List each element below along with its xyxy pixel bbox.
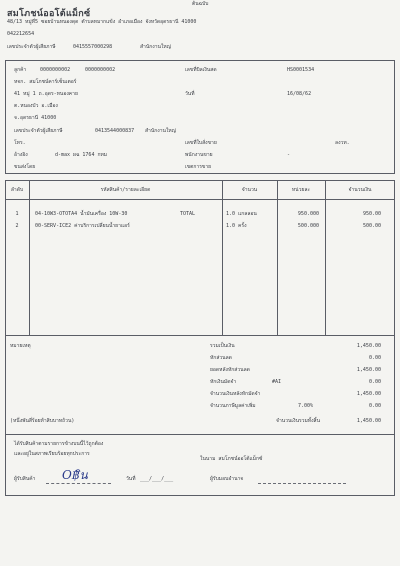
doc-no: HS0001534 xyxy=(287,67,315,73)
row-2-no: 2 xyxy=(15,223,19,229)
vat-rate: 7.00% xyxy=(298,403,314,409)
company-tax-id: 0415557000298 xyxy=(73,44,113,50)
row-1-qty: 1.0 แกลลอน xyxy=(226,211,257,217)
customer-address-2: ต.หนองบัว อ.เมือง xyxy=(14,103,58,109)
total-label-5: จำนวนเงินหลังหักมัดจำ xyxy=(210,391,261,397)
order-date-label: ลงวท. xyxy=(335,140,350,146)
col-header-unit-price: หน่วยละ xyxy=(291,187,311,193)
authorized-signature-line xyxy=(258,483,346,484)
company-phone: 042212654 xyxy=(7,31,35,37)
total-value-6: 0.00 xyxy=(368,403,381,409)
doc-date: 16/08/62 xyxy=(287,91,312,97)
row-2-amount: 500.00 xyxy=(362,223,381,229)
col-header-amount: จำนวนเงิน xyxy=(348,187,372,193)
customer-tax-label: เลขประจำตัวผู้เสียภาษี xyxy=(14,128,63,134)
total-label-3: ยอดหลังหักส่วนลด xyxy=(210,367,250,373)
sales-area-label: เขตการขาย xyxy=(185,164,212,170)
doc-date-label: วันที่ xyxy=(185,91,195,97)
col-divider-2 xyxy=(222,180,223,335)
order-no-label: เลขที่ใบสั่งขาย xyxy=(185,140,217,146)
customer-tax-id: 0413544000837 xyxy=(95,128,135,134)
total-label-2: หักส่วนลด xyxy=(210,355,232,361)
customer-address-1: 41 หมู่ 1 ถ.อุดร-หนองคาย xyxy=(14,91,78,97)
col-divider-1 xyxy=(29,180,30,335)
company-name: สมโภชน์ออโต้แม็กซ์ xyxy=(7,9,91,19)
customer-code-2: 0000000002 xyxy=(85,67,116,73)
customer-name: หจก. สมโภชน์คาร์เซ็นเตอร์ xyxy=(14,79,77,85)
total-value-5: 1,450.00 xyxy=(356,391,381,397)
table-header-divider xyxy=(5,199,395,200)
receiver-label: ผู้รับสินค้า xyxy=(14,476,36,482)
amount-in-words: (หนึ่งพันสี่ร้อยห้าสิบบาทถ้วน) xyxy=(10,418,75,424)
total-value-4: 0.00 xyxy=(368,379,381,385)
total-label-7: จำนวนเงินรวมทั้งสิ้น xyxy=(276,418,320,424)
reference-label: อ้างอิง xyxy=(14,152,28,158)
col-header-no: ลำดับ xyxy=(10,187,24,193)
received-statement-2: และอยู่ในสภาพเรียบร้อยทุกประการ xyxy=(14,451,90,457)
grand-total: 1,450.00 xyxy=(356,418,381,424)
total-label-1: รวมเป็นเงิน xyxy=(210,343,235,349)
customer-phone-label: โทร. xyxy=(14,140,26,146)
on-behalf-of: ในนาม สมโภชน์ออโต้แม็กซ์ xyxy=(200,456,263,462)
customer-branch: สำนักงานใหญ่ xyxy=(145,128,176,134)
row-2-unit-price: 500.000 xyxy=(297,223,319,229)
col-divider-3 xyxy=(277,180,278,335)
shipping-label: ขนส่งโดย xyxy=(14,164,36,170)
total-value-1: 1,450.00 xyxy=(356,343,381,349)
col-header-desc: รหัสสินค้า/รายละเอียด xyxy=(100,187,151,193)
total-value-3: 1,450.00 xyxy=(356,367,381,373)
date-label: วันที่ xyxy=(126,476,136,482)
company-address: 48/13 หมู่ที่5 ซอยบ้านหนองดุด ตำบลหมากแข้ง อำเภอเมือง จังหวัดอุดรธานี 41000 xyxy=(7,19,197,25)
salesman-value: - xyxy=(287,152,291,158)
deposit-code: #AI xyxy=(272,379,282,385)
company-branch: สำนักงานใหญ่ xyxy=(140,44,171,50)
remark-label: หมายเหตุ xyxy=(10,343,31,349)
received-statement-1: ได้รับสินค้าตามรายการข้างบนนี้ไว้ถูกต้อง xyxy=(14,441,104,447)
total-value-2: 0.00 xyxy=(368,355,381,361)
customer-code-label: ลูกค้า xyxy=(14,67,27,73)
row-1-amount: 950.00 xyxy=(362,211,381,217)
row-1-unit-price: 950.000 xyxy=(297,211,319,217)
total-label-4: หักเงินมัดจำ xyxy=(210,379,237,385)
reference-value: d-max ผฉ 1764 กทม xyxy=(55,152,108,158)
receiver-signature: O฿ิน xyxy=(62,468,88,482)
authorized-label: ผู้รับมอบอำนาจ xyxy=(210,476,244,482)
customer-code: 0000000002 xyxy=(40,67,71,73)
date-blank: ___/___/___ xyxy=(140,476,174,482)
row-2-qty: 1.0 ครั้ง xyxy=(226,223,247,229)
row-1-no: 1 xyxy=(15,211,19,217)
row-2-desc: 00-SERV-ICE2 ค่าบริการเปลี่ยนน้ำยาแอร์ xyxy=(35,223,130,229)
company-tax-label: เลขประจำตัวผู้เสียภาษี xyxy=(7,44,56,50)
table-body-divider xyxy=(5,335,395,336)
col-header-qty: จำนวน xyxy=(241,187,258,193)
original-mark: ต้นฉบับ xyxy=(192,1,209,7)
total-label-6: จำนวนภาษีมูลค่าเพิ่ม xyxy=(210,403,256,409)
doc-no-label: เลขที่บิลเงินสด xyxy=(185,67,217,73)
customer-address-3: จ.อุดรธานี 41000 xyxy=(14,115,57,121)
col-divider-4 xyxy=(325,180,326,335)
row-1-desc: 04-10W3-OTOTA4 น้ำมันเครื่อง 10W-30 xyxy=(35,211,128,217)
row-1-brand: TOTAL xyxy=(180,211,196,217)
salesman-label: พนักงานขาย xyxy=(185,152,213,158)
